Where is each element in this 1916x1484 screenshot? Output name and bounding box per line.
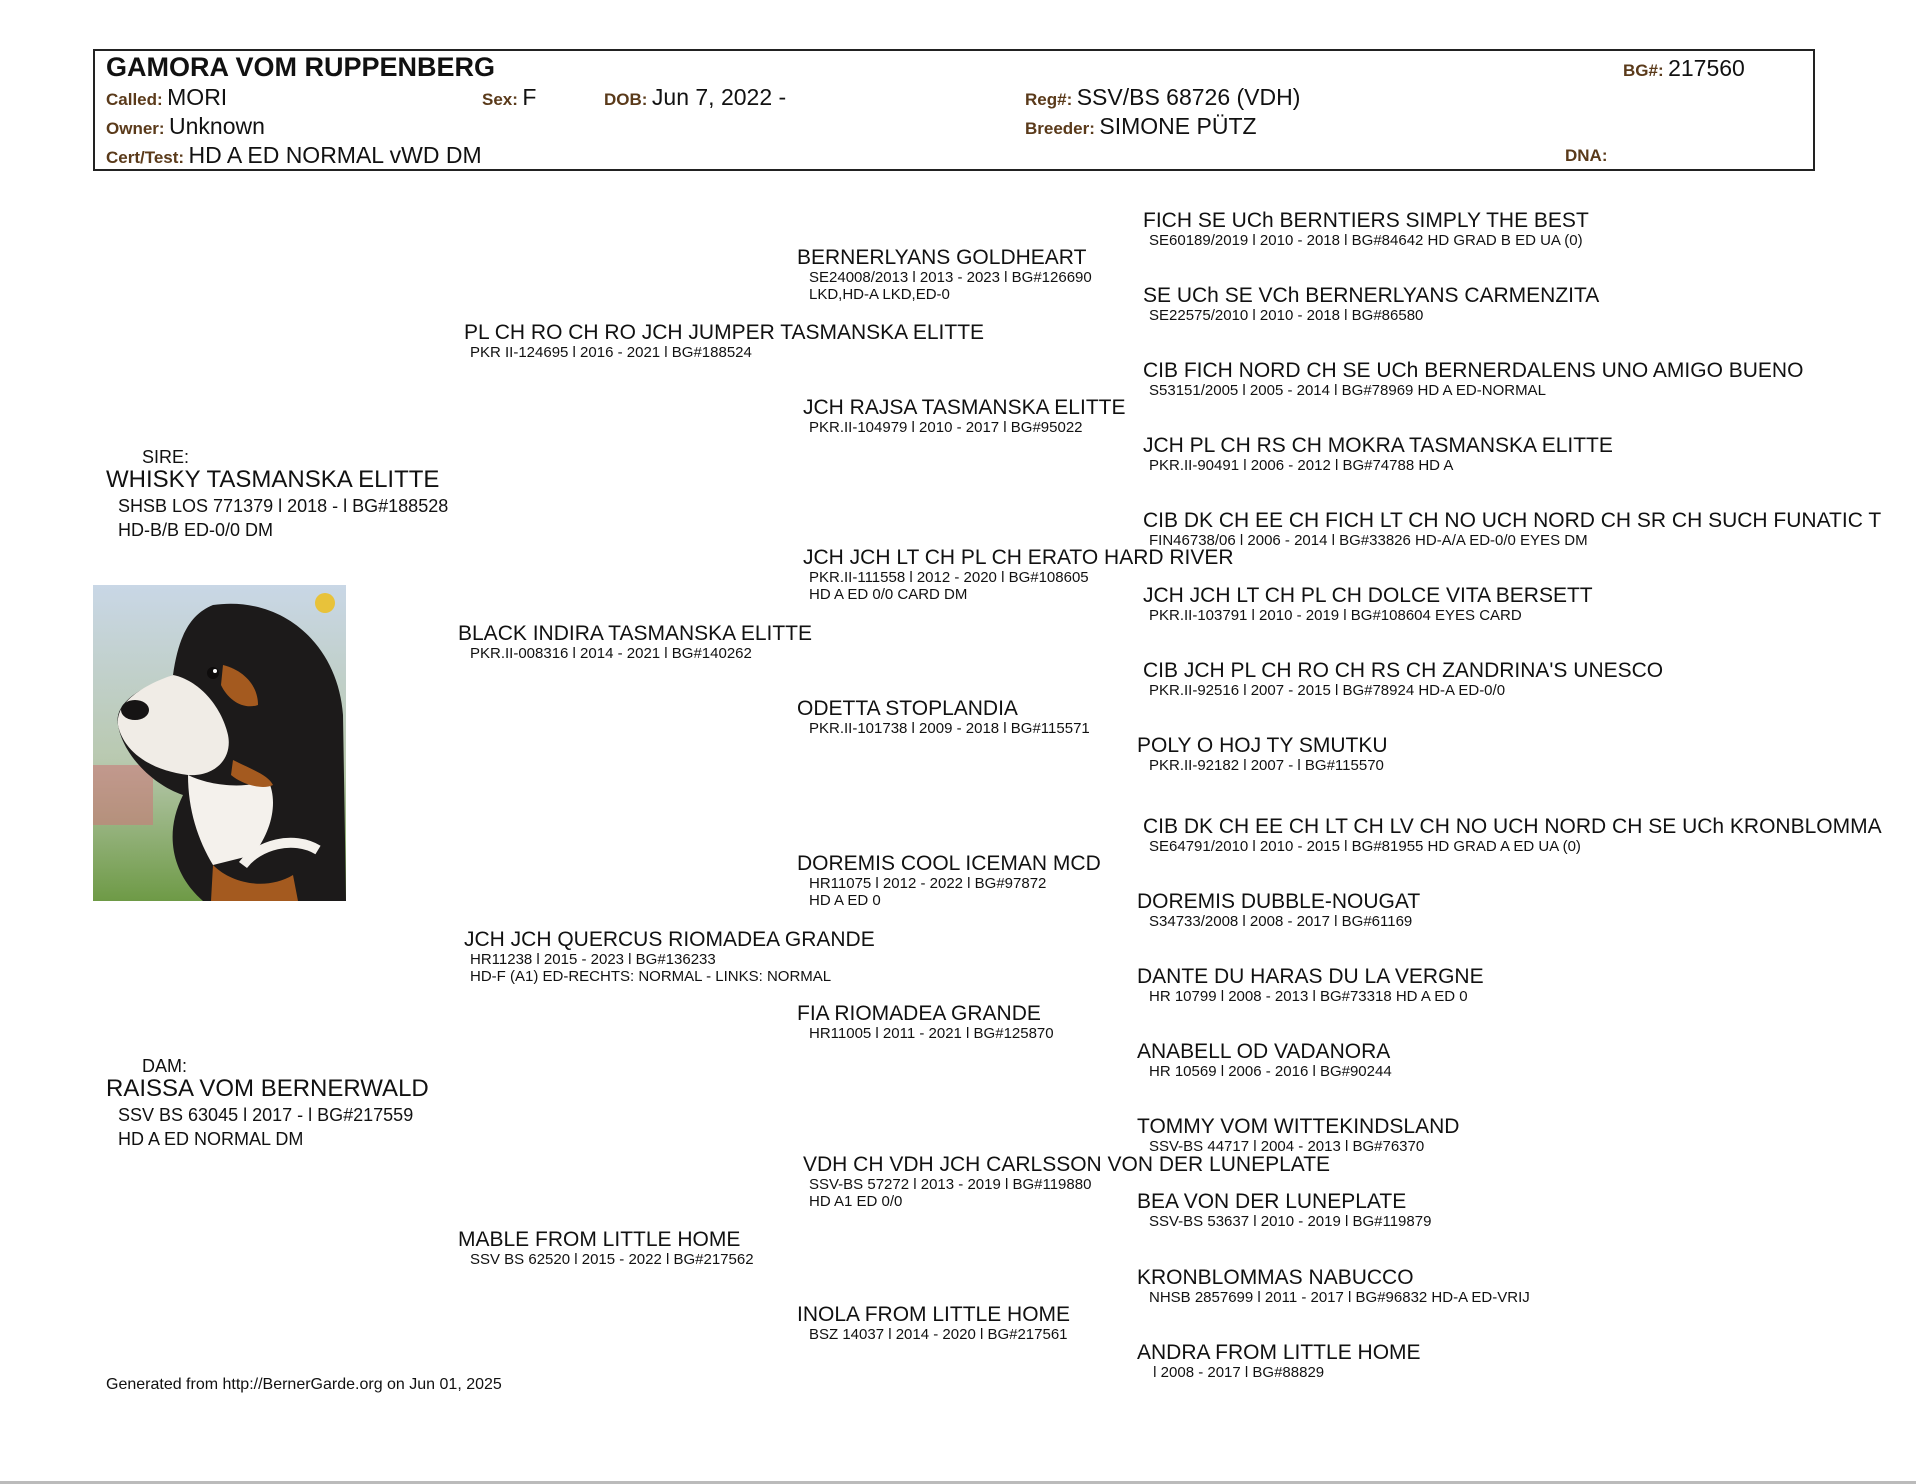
ancestor-reg: SSV-BS 53637 l 2010 - 2019 l BG#119879: [1149, 1213, 1432, 1230]
ancestor-reg: SSV-BS 57272 l 2013 - 2019 l BG#119880: [809, 1176, 1092, 1193]
sire-reg: SHSB LOS 771379 l 2018 - l BG#188528: [118, 496, 449, 516]
bg-label: BG#:: [1623, 61, 1664, 80]
ancestor-name: POLY O HOJ TY SMUTKU: [1137, 734, 1388, 757]
breeder-value: SIMONE PÜTZ: [1099, 113, 1257, 139]
dam-health: HD A ED NORMAL DM: [118, 1129, 304, 1149]
ancestor-reg: NHSB 2857699 l 2011 - 2017 l BG#96832 HD-A ED-VRIJ: [1149, 1289, 1530, 1306]
ancestor-health: HD A ED 0: [809, 892, 881, 909]
dog-photo: [93, 585, 346, 901]
ancestor-reg: SE22575/2010 l 2010 - 2018 l BG#86580: [1149, 307, 1424, 324]
ancestor-reg: BSZ 14037 l 2014 - 2020 l BG#217561: [809, 1326, 1068, 1343]
ancestor-reg: HR11238 l 2015 - 2023 l BG#136233: [470, 951, 716, 968]
ancestor-name: CIB DK CH EE CH FICH LT CH NO UCH NORD CH SR CH SUCH FUNATIC T: [1143, 509, 1882, 532]
sire-role-label: SIRE:: [142, 447, 190, 467]
ancestor-name: JCH PL CH RS CH MOKRA TASMANSKA ELITTE: [1143, 434, 1613, 457]
ancestor-reg: PKR.II-92516 l 2007 - 2015 l BG#78924 HD-A ED-0/0: [1149, 682, 1506, 699]
ancestor-gen2-2: [458, 622, 812, 662]
reg-value: SSV/BS 68726 (VDH): [1076, 84, 1301, 110]
breeder-label: Breeder:: [1025, 119, 1095, 138]
ancestor-gen2-1: [464, 321, 984, 361]
reg-label: Reg#:: [1025, 90, 1073, 109]
cert-field: [106, 142, 482, 169]
sex-field: [482, 84, 536, 111]
ancestor-reg: PKR.II-92182 l 2007 - l BG#115570: [1149, 757, 1384, 774]
dam-role-label: DAM:: [142, 1056, 187, 1076]
ancestor-name: FICH SE UCh BERNTIERS SIMPLY THE BEST: [1143, 209, 1589, 232]
ancestor-name: JCH RAJSA TASMANSKA ELITTE: [803, 396, 1126, 419]
ancestor-name: INOLA FROM LITTLE HOME: [797, 1303, 1071, 1326]
ancestor-gen3-8: [797, 1303, 1070, 1343]
ancestor-name: SE UCh SE VCh BERNERLYANS CARMENZITA: [1143, 284, 1600, 307]
dog-title: GAMORA VOM RUPPENBERG: [106, 52, 496, 82]
ancestor-name: ANABELL OD VADANORA: [1137, 1040, 1391, 1063]
ancestor-gen4-3: [1143, 359, 1803, 399]
ancestor-reg: HR 10569 l 2006 - 2016 l BG#90244: [1149, 1063, 1392, 1080]
ancestor-reg: PKR.II-111558 l 2012 - 2020 l BG#108605: [809, 569, 1089, 586]
ancestor-gen4-13: [1137, 1115, 1459, 1155]
ancestor-gen4-8: [1137, 734, 1388, 774]
ancestor-gen4-15: [1137, 1266, 1530, 1306]
owner-value: Unknown: [169, 113, 265, 139]
ancestor-name: DANTE DU HARAS DU LA VERGNE: [1137, 965, 1484, 988]
ancestor-reg: HR11075 l 2012 - 2022 l BG#97872: [809, 875, 1047, 892]
dob-value: Jun 7, 2022 -: [651, 84, 787, 110]
ancestor-name: CIB FICH NORD CH SE UCh BERNERDALENS UNO AMIGO BUENO: [1143, 359, 1804, 382]
owner-field: [106, 113, 265, 140]
ancestor-reg: PKR.II-90491 l 2006 - 2012 l BG#74788 HD A: [1149, 457, 1454, 474]
ancestor-gen2-3: [464, 928, 875, 985]
ancestor-gen4-12: [1137, 1040, 1392, 1080]
ancestor-gen4-10: [1137, 890, 1420, 930]
ancestor-gen4-4: [1143, 434, 1613, 474]
sire-health: HD-B/B ED-0/0 DM: [118, 520, 274, 540]
ancestor-gen4-14: [1137, 1190, 1431, 1230]
ancestor-gen4-5: [1143, 509, 1881, 549]
ancestor-gen2-4: [458, 1228, 754, 1268]
ancestor-gen4-1: [1143, 209, 1589, 249]
ancestor-gen3-6: [797, 1002, 1054, 1042]
dob-label: DOB:: [604, 90, 648, 109]
dam-reg: SSV BS 63045 l 2017 - l BG#217559: [118, 1105, 414, 1125]
ancestor-gen4-16: [1137, 1341, 1421, 1381]
sire-name: WHISKY TASMANSKA ELITTE: [106, 466, 440, 493]
ancestor-health: HD A1 ED 0/0: [809, 1193, 903, 1210]
dna-field: [1565, 146, 1608, 166]
ancestor-reg: PKR II-124695 l 2016 - 2021 l BG#188524: [470, 344, 752, 361]
ancestor-name: KRONBLOMMAS NABUCCO: [1137, 1266, 1414, 1289]
ancestor-reg: S53151/2005 l 2005 - 2014 l BG#78969 HD A ED-NORMAL: [1149, 382, 1546, 399]
ancestor-reg: SE24008/2013 l 2013 - 2023 l BG#126690: [809, 269, 1092, 286]
ancestor-health: LKD,HD-A LKD,ED-0: [809, 286, 950, 303]
ancestor-gen4-7: [1143, 659, 1663, 699]
ancestor-name: CIB DK CH EE CH LT CH LV CH NO UCH NORD CH SE UCh KRONBLOMMA: [1143, 815, 1882, 838]
breeder-field: [1025, 113, 1257, 140]
sex-label: Sex:: [482, 90, 518, 109]
ancestor-reg: PKR.II-101738 l 2009 - 2018 l BG#115571: [809, 720, 1090, 737]
ancestor-reg: S34733/2008 l 2008 - 2017 l BG#61169: [1149, 913, 1413, 930]
called-field: [106, 84, 227, 111]
ancestor-name: DOREMIS DUBBLE-NOUGAT: [1137, 890, 1421, 913]
ancestor-gen3-1: [797, 246, 1092, 303]
bg-value: 217560: [1668, 55, 1745, 81]
ancestor-gen4-2: [1143, 284, 1599, 324]
ancestor-gen4-9: [1143, 815, 1882, 855]
cert-label: Cert/Test:: [106, 148, 185, 167]
ancestor-reg: SE60189/2019 l 2010 - 2018 l BG#84642 HD GRAD B ED UA (0): [1149, 232, 1583, 249]
ancestor-gen3-5: [797, 852, 1101, 909]
ancestor-reg: PKR.II-104979 l 2010 - 2017 l BG#95022: [809, 419, 1083, 436]
ancestor-gen3-4: [797, 697, 1090, 737]
owner-label: Owner:: [106, 119, 165, 138]
generated-footer: Generated from http://BernerGarde.org on Jun 01, 2025: [106, 1376, 502, 1393]
dob-field: [604, 84, 786, 111]
ancestor-reg: HR 10799 l 2008 - 2013 l BG#73318 HD A ED 0: [1149, 988, 1468, 1005]
ancestor-reg: PKR.II-008316 l 2014 - 2021 l BG#140262: [470, 645, 752, 662]
ancestor-name: TOMMY VOM WITTEKINDSLAND: [1137, 1115, 1460, 1138]
ancestor-reg: FIN46738/06 l 2006 - 2014 l BG#33826 HD-A/A ED-0/0 EYES DM: [1149, 532, 1588, 549]
dam-name: RAISSA VOM BERNERWALD: [106, 1075, 429, 1102]
ancestor-name: PL CH RO CH RO JCH JUMPER TASMANSKA ELITTE: [464, 321, 985, 344]
ancestor-name: ODETTA STOPLANDIA: [797, 697, 1018, 720]
ancestor-health: HD-F (A1) ED-RECHTS: NORMAL - LINKS: NORMAL: [470, 968, 832, 985]
ancestor-name: BLACK INDIRA TASMANSKA ELITTE: [458, 622, 812, 645]
sex-value: F: [522, 84, 537, 110]
ancestor-gen4-6: [1143, 584, 1593, 624]
ancestor-name: VDH CH VDH JCH CARLSSON VON DER LUNEPLATE: [803, 1153, 1331, 1176]
ancestor-name: CIB JCH PL CH RO CH RS CH ZANDRINA'S UNESCO: [1143, 659, 1664, 682]
ancestor-reg: PKR.II-103791 l 2010 - 2019 l BG#108604 EYES CARD: [1149, 607, 1522, 624]
ancestor-reg: SE64791/2010 l 2010 - 2015 l BG#81955 HD GRAD A ED UA (0): [1149, 838, 1581, 855]
ancestor-name: JCH JCH LT CH PL CH ERATO HARD RIVER: [803, 546, 1234, 569]
ancestor-name: FIA RIOMADEA GRANDE: [797, 1002, 1041, 1025]
called-value: MORI: [167, 84, 228, 110]
called-label: Called:: [106, 90, 163, 109]
ancestor-reg: SSV-BS 44717 l 2004 - 2013 l BG#76370: [1149, 1138, 1425, 1155]
ancestor-reg: HR11005 l 2011 - 2021 l BG#125870: [809, 1025, 1054, 1042]
ancestor-name: JCH JCH QUERCUS RIOMADEA GRANDE: [464, 928, 875, 951]
ancestor-health: HD A ED 0/0 CARD DM: [809, 586, 968, 603]
ancestor-name: MABLE FROM LITTLE HOME: [458, 1228, 741, 1251]
ancestor-name: JCH JCH LT CH PL CH DOLCE VITA BERSETT: [1143, 584, 1593, 607]
ancestor-reg: l 2008 - 2017 l BG#88829: [1149, 1364, 1325, 1381]
ancestor-name: BERNERLYANS GOLDHEART: [797, 246, 1087, 269]
reg-field: [1025, 84, 1300, 111]
ancestor-gen4-11: [1137, 965, 1484, 1005]
ancestor-name: BEA VON DER LUNEPLATE: [1137, 1190, 1407, 1213]
cert-value: HD A ED NORMAL vWD DM: [188, 142, 482, 168]
ancestor-name: ANDRA FROM LITTLE HOME: [1137, 1341, 1421, 1364]
ancestor-name: DOREMIS COOL ICEMAN MCD: [797, 852, 1101, 875]
bg-number: [1623, 55, 1745, 82]
ancestor-gen3-2: [803, 396, 1125, 436]
ancestor-reg: SSV BS 62520 l 2015 - 2022 l BG#217562: [470, 1251, 754, 1268]
dna-label: DNA:: [1565, 146, 1608, 165]
